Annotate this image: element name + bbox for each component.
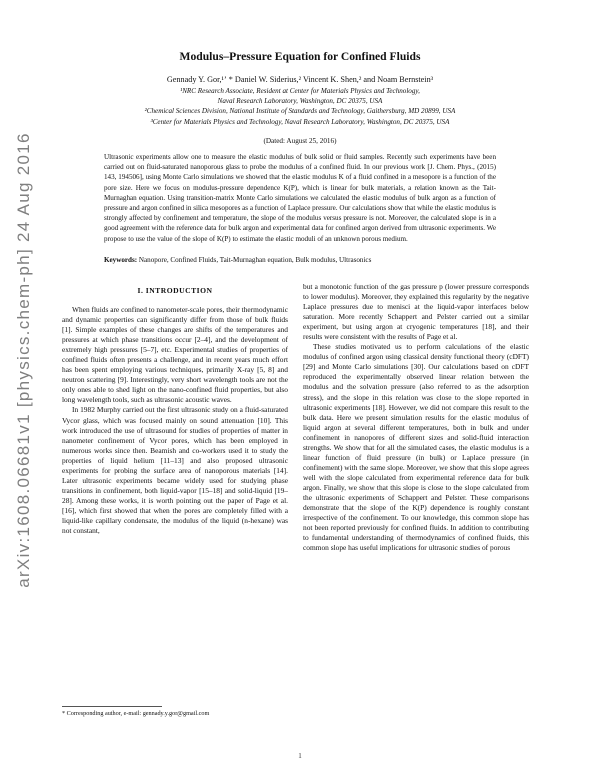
affiliation-line: ²Chemical Sciences Division, National Institute of Standards and Technology, Gaithersburg, MD 20899, USA (144, 107, 456, 116)
arxiv-identifier: arXiv:1608.06681v1 [physics.chem-ph] 24 Aug 2016 (14, 132, 33, 588)
footnote: * Corresponding author, e-mail: gennady.y.gor@gmail.com (62, 710, 210, 717)
footnote-rule (62, 706, 162, 707)
right-column (303, 282, 529, 553)
abstract: Ultrasonic experiments allow one to measure the elastic modulus of bulk solid or fluid samples. Recently such experiments have been carried out on fluid-saturated nanoporous glass to probe the modulus of a confined fluid. In our previous work [J. Chem. Phys., (2015) 143, 194506], using Monte Carlo simulations we showed that the elastic modulus K of a fluid confined in a mesopore is a function of the pore size. Here we focus on modulus-pressure dependence K(P), which is linear for bulk materials, a relation known as the Tait-Murnaghan equation. Using transition-matrix Monte Carlo simulations we calculated the elastic modulus of bulk argon as a function of pressure and argon confined in silica mesopores as a function of Laplace pressure. Our calculations show that while the elastic modulus is strongly affected by confinement and temperature, the slope of the modulus versus pressure is not. Moreover, the calculated slope is in a good agreement with the reference data for bulk argon and experimental data for confined argon derived from ultrasonic experiments. We propose to use the value of the slope of K(P) to estimate the elastic moduli of an unknown porous medium. (104, 153, 496, 243)
affiliation-line: ¹NRC Research Associate, Resident at Center for Materials Physics and Technology, (180, 87, 420, 95)
author-list: Gennady Y. Gor,¹ʼ * Daniel W. Siderius,² Vincent K. Shen,² and Noam Bernstein³ (166, 75, 434, 84)
body-paragraph: These studies motivated us to perform calculations of the elastic modulus of confined argon using classical density functional theory (cDFT) [29] and Monte Carlo simulations [30]. Our calculations based on cDFT reproduced the experimentally observed linear relation between the modulus and the solvation pressure (also referred to as the adsorption stress), and the slope in this relation was close to the slope reported in ultrasonic experiments [18]. However, we did not compare this result to the bulk data. Here we present simulation results for the elastic modulus of liquid argon at several different temperatures, both in bulk and under confinement in nanopores of different sizes and solid-fluid interaction strengths. We show that for all the simulated cases, the elastic modulus is a linear function of fluid pressure (in bulk) or Laplace pressure (in confinement) with the same slope. Moreover, we show that this slope agrees well with the slope calculated from experimental reference data for bulk argon. Finally, we show that this slope is close to the slope calculated from the ultrasonic experiments of Schappert and Pelster. These comparisons demonstrate that the slope of the K(P) dependence is roughly constant irrespective of the confinement. To our knowledge, this common slope has not been reported previously for confined fluids. In addition to contributing to fundamental understanding of thermodynamics of confined fluids, this common slope has useful implications for ultrasonic studies of porous (303, 342, 529, 553)
paper-title: Modulus–Pressure Equation for Confined Fluids (179, 50, 421, 63)
dated-line: (Dated: August 25, 2016) (263, 137, 337, 145)
arxiv-sidebar (4, 60, 44, 660)
left-column (62, 305, 288, 536)
body-paragraph: In 1982 Murphy carried out the first ultrasonic study on a fluid-saturated Vycor glass, which was focused mainly on sound attenuation [10]. This work introduced the use of ultrasound for studies of properties of matter in nanometer confinement of Vycor pores, which has been employed in numerous works since then. Beamish and co-workers used it to study the properties of liquid helium [11–13] and also proposed ultrasonic experiments for probing the surface area of nanoporous materials [14]. Later ultrasonic experiments became widely used for studying phase transitions in confinement, both liquid-vapor [15–18] and solid-liquid [19–28]. Among these works, it is worth pointing out the paper of Page et al. [16], which first showed that when the pores are completely filled with a liquid-like capillary condensate, the modulus of the liquid (n-hexane) was not constant, (62, 405, 288, 536)
body-paragraph: When fluids are confined to nanometer-scale pores, their thermodynamic and dynamic properties can significantly differ from those of bulk fluids [1]. Simple examples of these changes are shifts of the temperatures and pressures at which phase transitions occur [2–4], and the development of extremely high pressures [5–7], etc. Experimental studies of properties of confined fluids often presents a challenge, and in recent years much effort has been spent employing various techniques, primarily X-ray [5, 8] and neutron scattering [9]. Interestingly, very short wavelength tools are not the only ones able to shed light on the nano-confined fluid properties, but also long wavelength tools, such as ultrasonic acoustic waves. (62, 305, 288, 405)
keywords (104, 255, 496, 265)
page-number: 1 (298, 752, 302, 760)
affiliation-line: Naval Research Laboratory, Washington, DC 20375, USA (217, 97, 383, 106)
section-heading: I. INTRODUCTION (137, 286, 213, 295)
keywords-label: Keywords: (104, 256, 138, 264)
affiliations (60, 86, 540, 127)
body-paragraph: but a monotonic function of the gas pressure p (lower pressure corresponds to lower modulus). Moreover, they explained this regularity by the negative Laplace pressures due to menisci at the liquid-vapor interfaces below saturation. More recently Schappert and Pelster carried out a similar experiment, but using argon at cryogenic temperatures [18], and their results were consistent with the results of Page et al. (303, 282, 529, 342)
affiliation-line: ³Center for Materials Physics and Technology, Naval Research Laboratory, Washington, DC 20375, USA (150, 117, 450, 126)
keywords-list: Nanopore, Confined Fluids, Tait-Murnaghan equation, Bulk modulus, Ultrasonics (137, 256, 372, 264)
